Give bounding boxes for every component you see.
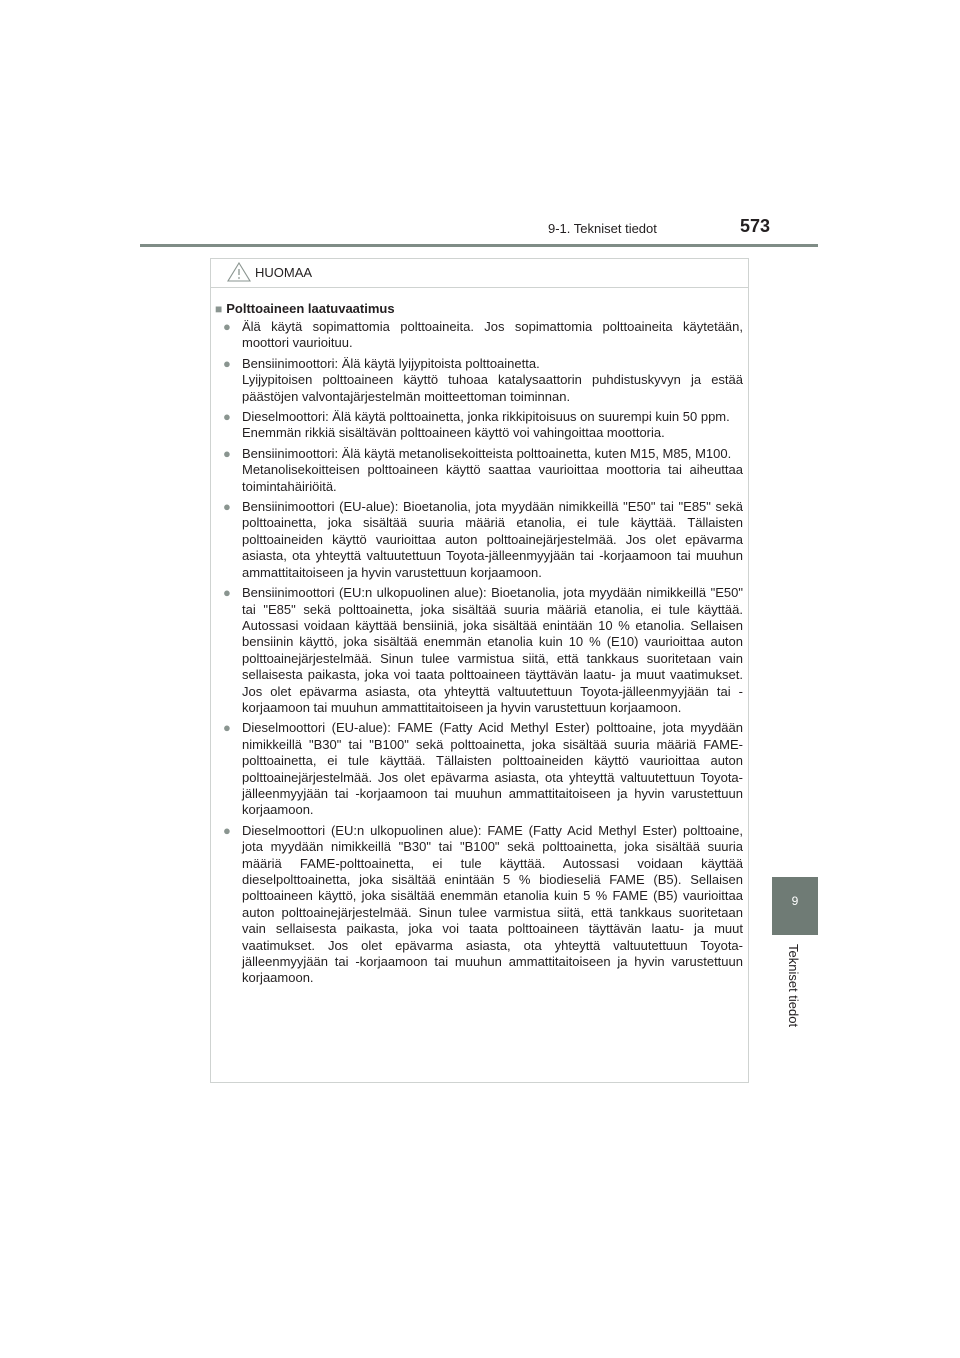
header-rule [140,244,818,247]
notice-header [211,259,748,288]
bullet-dot-icon: ● [223,319,231,334]
list-item-text: Bensiinimoottori (EU-alue): Bioetanolia, jota myydään nimikkeillä "E50" tai "E85" sekä polttoainetta, joka sisältää suuria määriä etanolia, ei tule käyttää. Tällaisten polttoaineiden käyttö vaurioittaa auton polttoainejärjestelmää. Jos olet epävarma asiasta, ota yhteyttä valtuutettuun Toyota-jälleenmyyjään tai -korjaamoon tai muuhun ammattitaitoiseen ja hyvin varustettuun korjaamoon. [242,499,743,580]
list-item-text: Dieselmoottori (EU:n ulkopuolinen alue): FAME (Fatty Acid Methyl Ester) polttoaine, jota myydään nimikkeillä "B30" tai "B100" sekä polttoainetta, joka sisältää suuria määriä FAME-polttoainetta, ei tule käyttää. Autossasi voidaan käyttää dieselpolttoainetta, joka sisältää enintään 5 % biodieseliä FAME (B5). Sellaisen polttoaineen käyttö, joka sisältää enemmän etanolia kuin 5 % FAME (B5) vaurioittaa auton polttoainejärjestelmää. Sinun tulee varmistua siitä, että tankkaus suoritetaan vain sellaisesta paikasta, joka voi taata polttoaineen täyttävän laatu- ja muut vaatimukset. Jos olet epävarma asiasta, ota yhteyttä valtuutettuun Toyota-jälleenmyyjään tai -korjaamoon tai muuhun ammattitaitoiseen ja hyvin varustettuun korjaamoon. [242,822,743,986]
bullet-dot-icon: ● [223,585,231,601]
notice-list [223,319,743,991]
square-bullet-icon: ■ [215,302,223,316]
bullet-dot-icon: ● [223,720,231,736]
list-item [223,823,743,987]
section-heading [215,301,395,316]
list-item-text: Älä käytä sopimattomia polttoaineita. Jos sopimattomia polttoaineita käytetään, moottori vaurioituu. [242,319,743,351]
section-title: 9-1. Tekniset tiedot [548,221,657,236]
bullet-dot-icon: ● [223,355,231,371]
notice-box [210,258,749,1083]
list-item-text: Bensiinimoottori (EU:n ulkopuolinen alue): Bioetanolia, jota myydään nimikkeillä "E50" tai "E85" sekä polttoainetta, joka sisältää suuria määriä etanolia, ei tule käyttää. Autossasi voidaan käyttää bensiiniä, joka sisältää enintään 10 % etanolia. Sellaisen bensiinin käyttö, joka sisältää enemmän etanolia kuin 10 % (E10) vaurioittaa auton polttoainejärjestelmää. Sinun tulee varmistua siitä, että tankkaus suoritetaan vain sellaisesta paikasta, joka voi taata polttoaineen täyttävän laatu- ja muut vaatimukset. Jos olet epävarma asiasta, ota yhteyttä valtuutettuun Toyota-jälleenmyyjään tai -korjaamoon tai muuhun ammattitaitoiseen ja hyvin varustettuun korjaamoon. [242,585,743,715]
chapter-label: Tekniset tiedot [786,944,801,1028]
list-item-text: Bensiinimoottori: Älä käytä lyijypitoista polttoainetta. Lyijypitoisen polttoaineen käyttö tuhoaa katalysaattorin puhdistuskyvyn ja estää päästöjen valvontajärjestelmän moitteettoman toiminnan. [242,355,743,404]
list-item [223,446,743,495]
list-item [223,499,743,581]
list-item [223,356,743,405]
list-item-text: Dieselmoottori: Älä käytä polttoainetta, jonka rikkipitoisuus on suurempi kuin 50 ppm. Enemmän rikkiä sisältävän polttoaineen käyttö voi vahingoittaa moottoria. [242,409,730,441]
list-item [223,585,743,716]
bullet-dot-icon: ● [223,499,231,515]
list-item-text: Bensiinimoottori: Älä käytä metanolisekoitteista polttoainetta, kuten M15, M85, M100. Metanolisekoitteisen polttoaineen käyttö saattaa vaurioittaa moottoria tai aiheuttaa toimintahäiriöitä. [242,445,743,494]
notice-title: HUOMAA [255,265,313,280]
bullet-dot-icon: ● [223,445,231,461]
chapter-number: 9 [791,894,799,908]
page-number: 573 [740,216,771,236]
warning-triangle-icon [227,262,251,287]
list-item [223,409,743,442]
bullet-dot-icon: ● [223,409,231,425]
list-item [223,319,743,352]
chapter-tab [772,877,818,935]
section-heading-text: Polttoaineen laatuvaatimus [226,301,395,316]
bullet-dot-icon: ● [223,822,231,838]
list-item-text: Dieselmoottori (EU-alue): FAME (Fatty Acid Methyl Ester) polttoaine, jota myydään nimikkeillä "B30" tai "B100" sekä polttoainetta, joka sisältää suuria määriä FAME-polttoainetta, ei tule käyttää. Tällaisten polttoaineiden käyttö vaurioittaa auton polttoainejärjestelmää. Jos olet epävarma asiasta, ota yhteyttä valtuutettuun Toyota-jälleenmyyjään tai -korjaamoon tai muuhun ammattitaitoiseen ja hyvin varustettuun korjaamoon. [242,720,743,818]
list-item [223,720,743,818]
